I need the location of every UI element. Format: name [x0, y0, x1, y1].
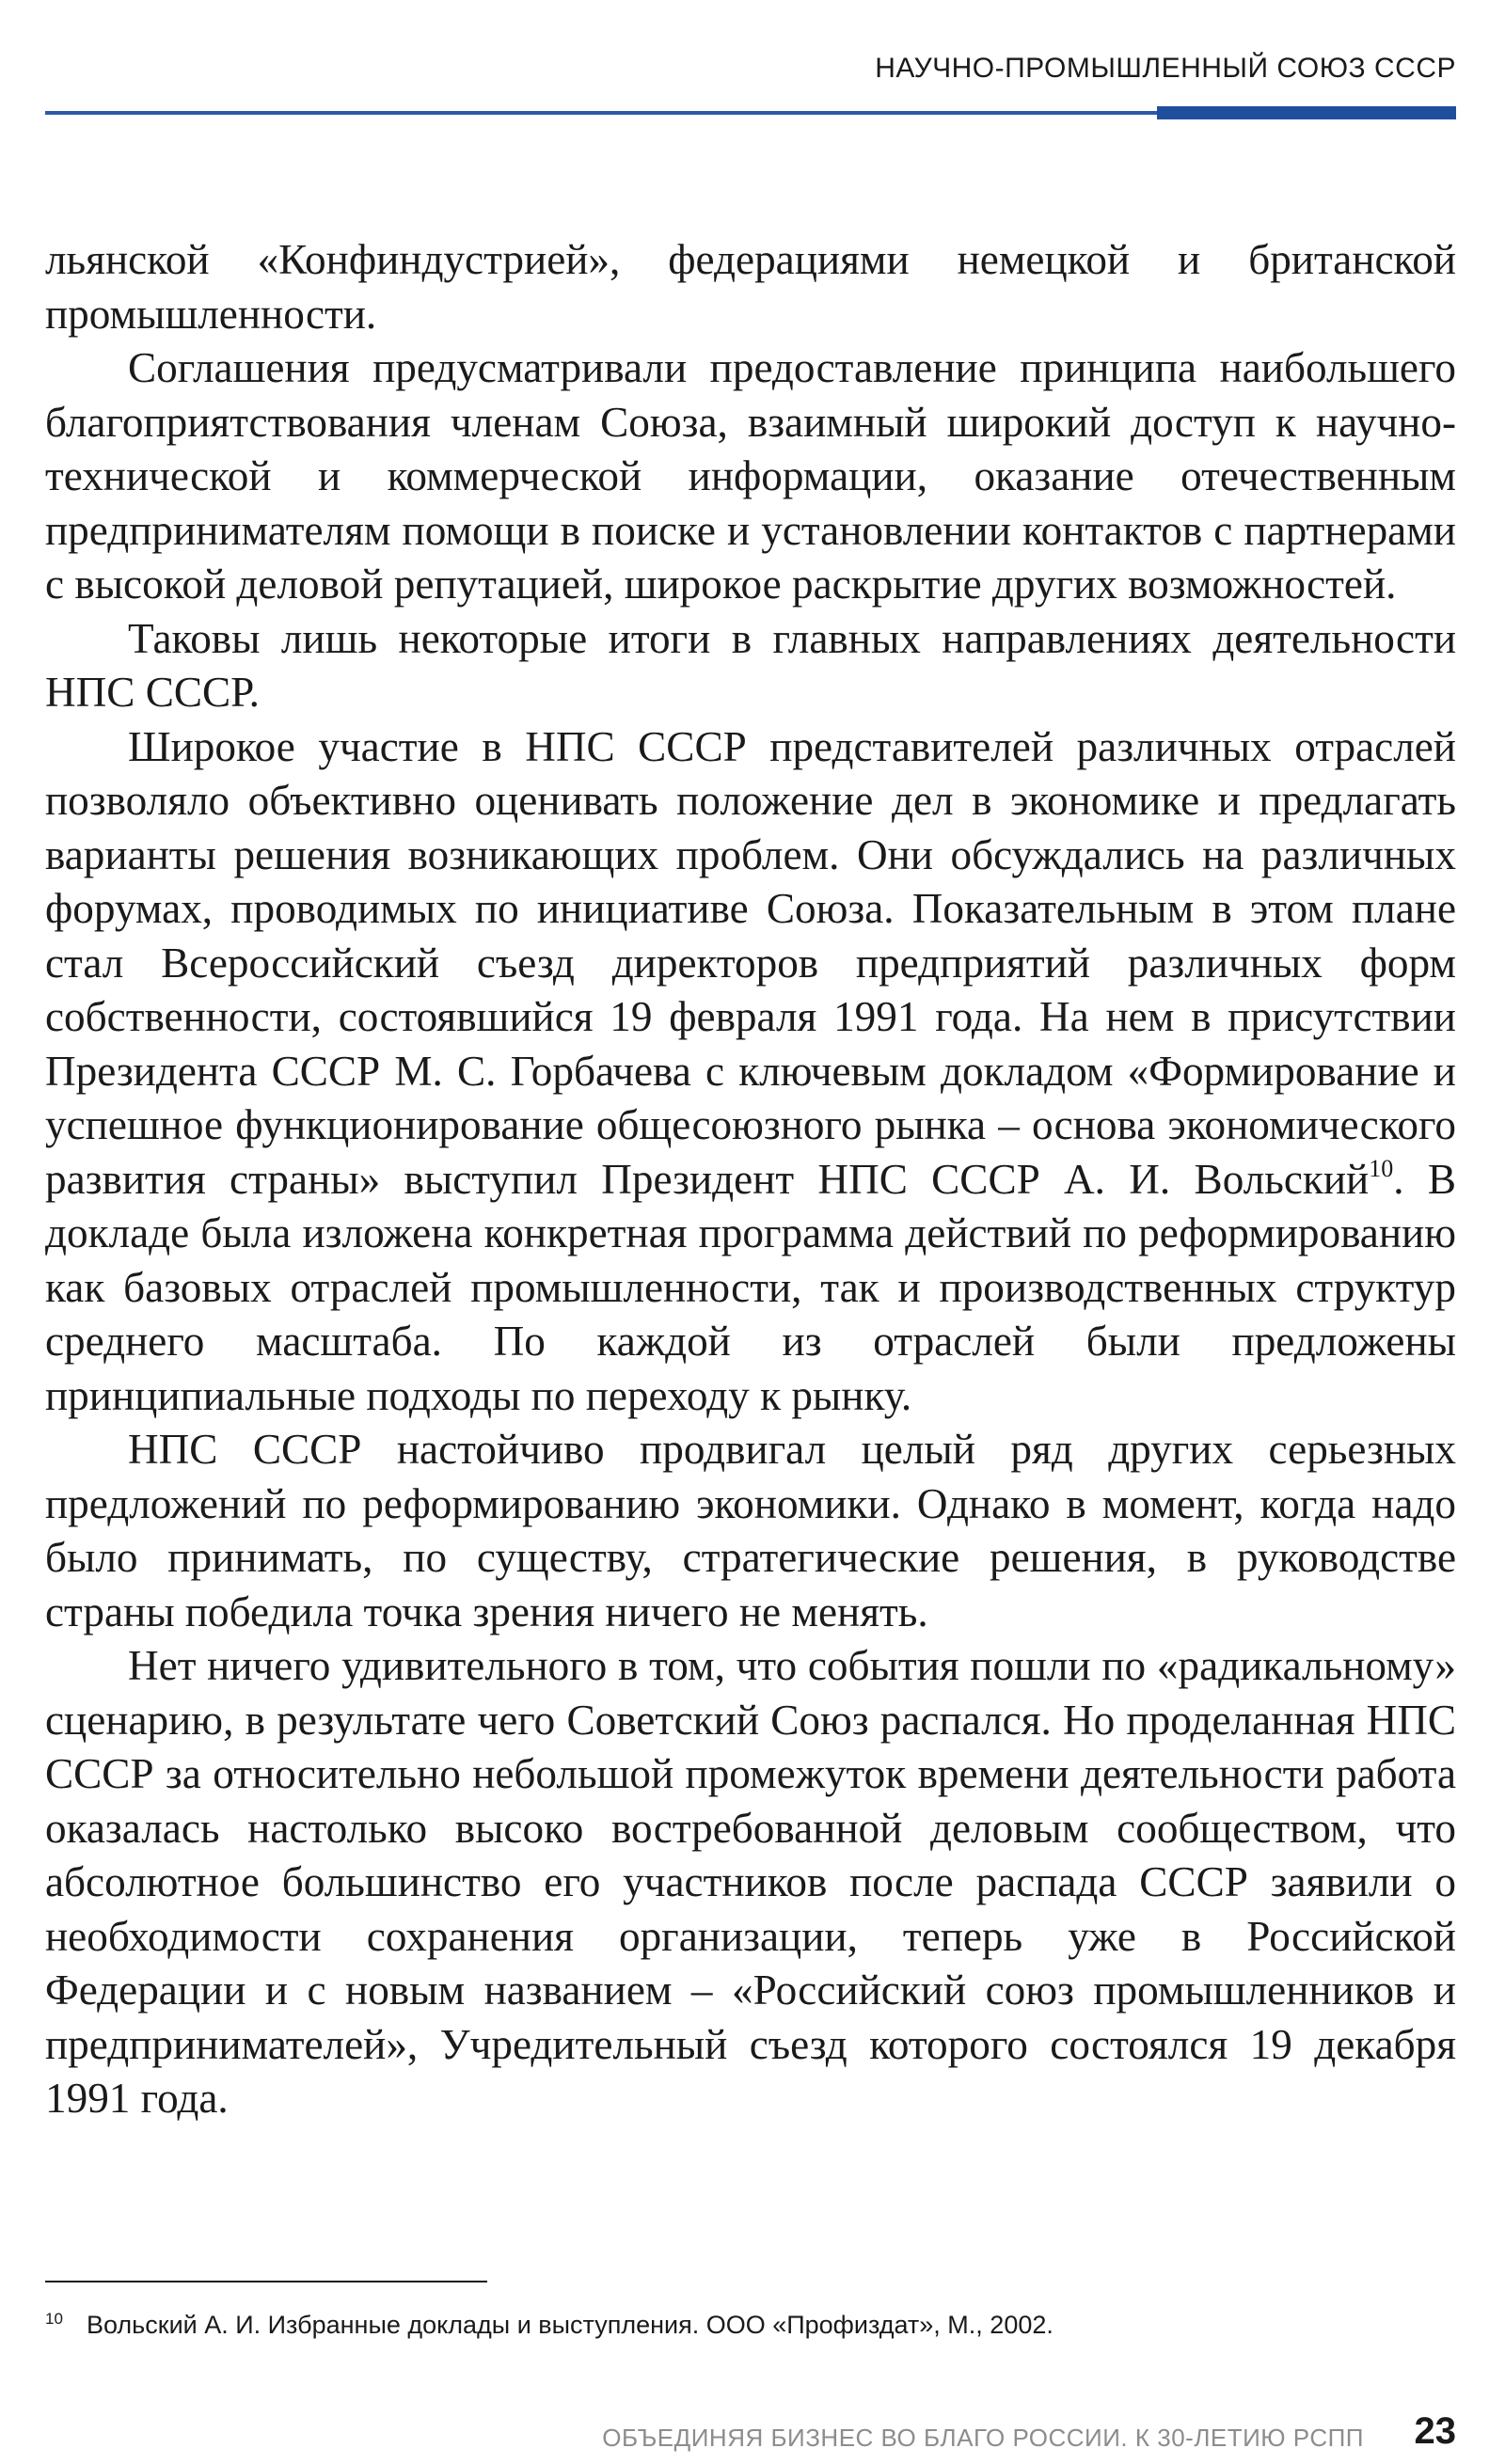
main-text [45, 233, 1456, 2126]
paragraph-4-part-2: . В докладе была изложена конкретная программа действий по реформированию как базовых отраслей промышленности, так и производственных структур среднего масштаба. По каждой из отраслей были предложены принципиальные подходы по переходу к рынку. [45, 1155, 1456, 1419]
page-number: 23 [1414, 2410, 1456, 2452]
paragraph-2: Соглашения предусматривали предоставление принципа наибольшего благоприятствования членам Союза, взаимный широкий доступ к научно-технической и коммерческой информации, оказание отечественным предпринимателям помощи в поиске и установлении контактов с партнерами с высокой деловой репутацией, широкое раскрытие других возможностей. [45, 344, 1456, 608]
footnote-text: Вольский А. И. Избранные доклады и выступления. ООО «Профиздат», М., 2002. [87, 2311, 1054, 2339]
paragraph-3: Таковы лишь некоторые итоги в главных направлениях деятельности НПС СССР. [45, 614, 1456, 716]
footer-title: ОБЪЕДИНЯЯ БИЗНЕС ВО БЛАГО РОССИИ. К 30-ЛЕТИЮ РСПП [602, 2424, 1364, 2452]
paragraph-1: льянской «Конфиндустрией», федерациями немецкой и британской промышленности. [45, 236, 1456, 338]
paragraph-4-part-1: Широкое участие в НПС СССР представителей различных отраслей позволяло объективно оценивать положение дел в экономике и предлагать варианты решения возникающих проблем. Они обсуждались на различных форумах, проводимых по инициативе Союза. Показательным в этом плане стал Всероссийский съезд директоров предприятий различных форм собственности, состоявшийся 19 февраля 1991 года. На нем в присутствии Президента СССР М. С. Горбачева с ключевым докладом «Формирование и успешное функционирование общесоюзного рынка – основа экономического развития страны» выступил Президент НПС СССР А. И. Вольский [45, 722, 1456, 1203]
footnote [45, 2302, 1456, 2342]
footnote-reference[interactable]: 10 [1369, 1154, 1394, 1182]
paragraph-6: Нет ничего удивительного в том, что события пошли по «радикальному» сценарию, в результате чего Советский Союз распался. Но проделанная НПС СССР за относительно небольшой промежуток времени деятельности работа оказалась настолько высоко востребованной деловым сообществом, что абсолютное большинство его участников после распада СССР заявили о необходимости сохранения организации, теперь уже в Российской Федерации и с новым названием – «Российский союз промышленников и предпринимателей», Учредительный съезд которого состоялся 19 декабря 1991 года. [45, 1642, 1456, 2122]
footnote-rule [45, 2281, 487, 2282]
footnote-number: 10 [45, 2310, 63, 2328]
page-header [45, 38, 1456, 122]
running-title: НАУЧНО-ПРОМЫШЛЕННЫЙ СОЮЗ СССР [875, 53, 1456, 84]
paragraph-5: НПС СССР настойчиво продвигал целый ряд других серьезных предложений по реформированию экономики. Однако в момент, когда надо было принимать, по существу, стратегические решения, в руководстве страны победила точка зрения ничего не менять. [45, 1426, 1456, 1635]
header-rule-accent [1157, 106, 1456, 119]
paragraph-4 [45, 720, 1456, 1424]
